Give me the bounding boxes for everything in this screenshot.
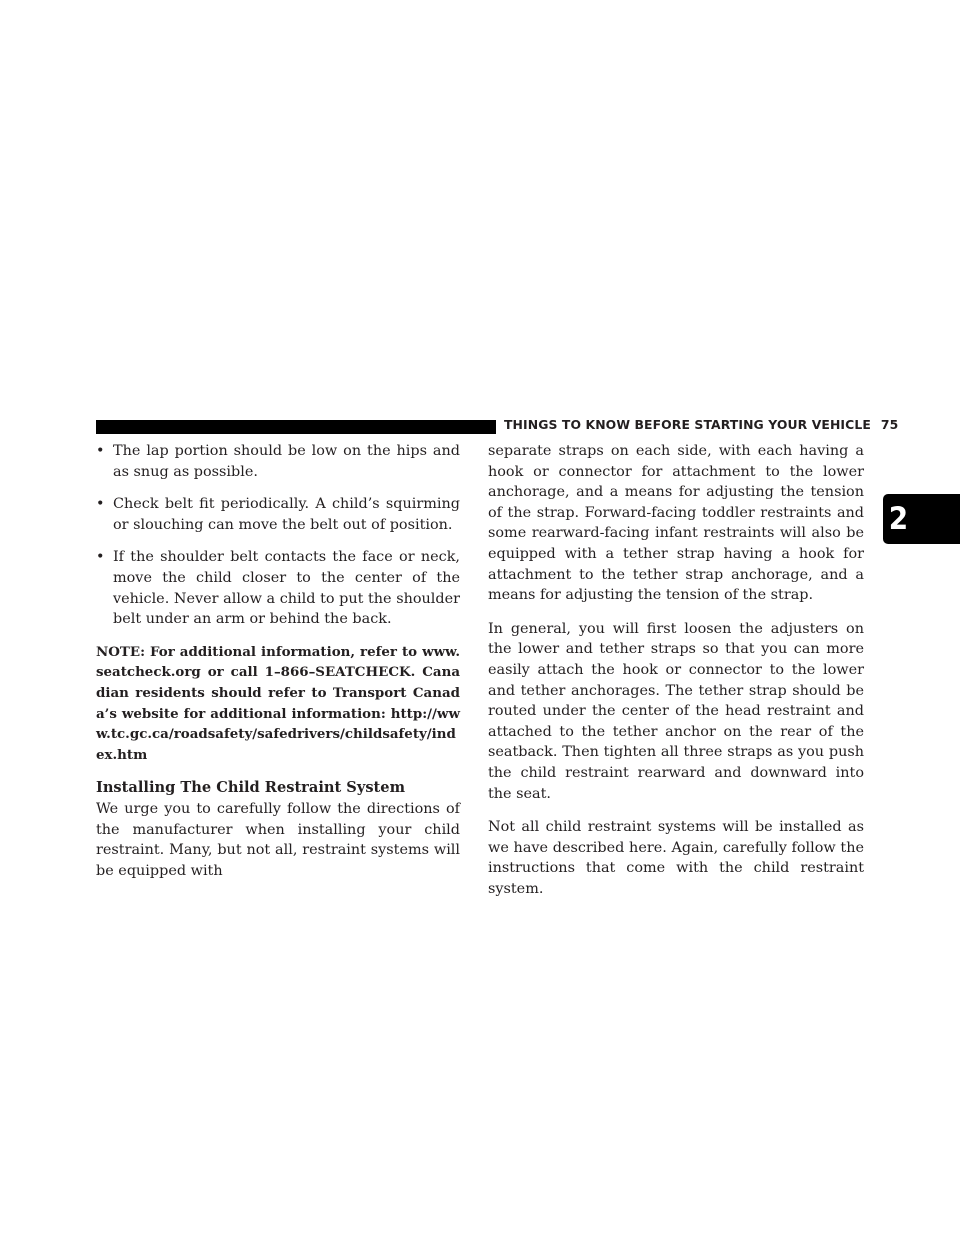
section-title: THINGS TO KNOW BEFORE STARTING YOUR VEHICLE xyxy=(504,417,871,432)
left-column xyxy=(96,441,460,881)
right-column xyxy=(488,441,864,899)
bullet-text: Check belt fit periodically. A child’s squirming or slouching can move the belt out of position. xyxy=(113,496,460,533)
bullet-text: The lap portion should be low on the hips and as snug as possible. xyxy=(113,443,460,480)
bullet-icon: • xyxy=(96,496,105,513)
bullet-item xyxy=(96,441,460,482)
body-paragraph: separate straps on each side, with each having a hook or connector for attachment to the lower anchorage, and a means for adjusting the tension of the strap. Forward-facing toddler restraints and some rearward-facing infant restraints will also be equipped with a tether strap having a hook for attachment to the tether strap anchorage, and a means for adjusting the tension of the strap. xyxy=(488,443,864,604)
header-rule-bar xyxy=(96,420,496,434)
chapter-number: 2 xyxy=(888,501,909,537)
bullet-icon: • xyxy=(96,549,105,566)
page-number: 75 xyxy=(880,417,899,432)
bullet-item xyxy=(96,494,460,535)
body-paragraph: Not all child restraint systems will be installed as we have described here. Again, carefully follow the instructions that come with the child restraint system. xyxy=(488,819,864,897)
note-text: NOTE: For additional information, refer to www.seatcheck.org or call 1–866–SEATCHECK. Canadian residents should refer to Transport Canada’s website for additional information: http://www.tc.gc.ca/roadsafety/safedrivers/childsafety/index.htm xyxy=(96,643,460,763)
running-header xyxy=(504,417,899,432)
bullet-item xyxy=(96,547,460,629)
chapter-tab xyxy=(883,494,960,544)
body-paragraph: We urge you to carefully follow the directions of the manufacturer when installing your child restraint. Many, but not all, restraint systems will be equipped with xyxy=(96,800,460,879)
body-paragraph: In general, you will first loosen the adjusters on the lower and tether straps so that you can more easily attach the hook or connector to the lower and tether anchorages. The tether strap should be routed under the center of the head restraint and attached to the tether anchor on the rear of the seatback. Then tighten all three straps as you push the child restraint rearward and downward into the seat. xyxy=(488,620,864,802)
bullet-icon: • xyxy=(96,443,105,459)
section-subheading: Installing The Child Restraint System xyxy=(96,779,406,797)
bullet-text: If the shoulder belt contacts the face or neck, move the child closer to the center of the vehicle. Never allow a child to put the shoulder belt under an arm or behind the back. xyxy=(113,549,460,628)
